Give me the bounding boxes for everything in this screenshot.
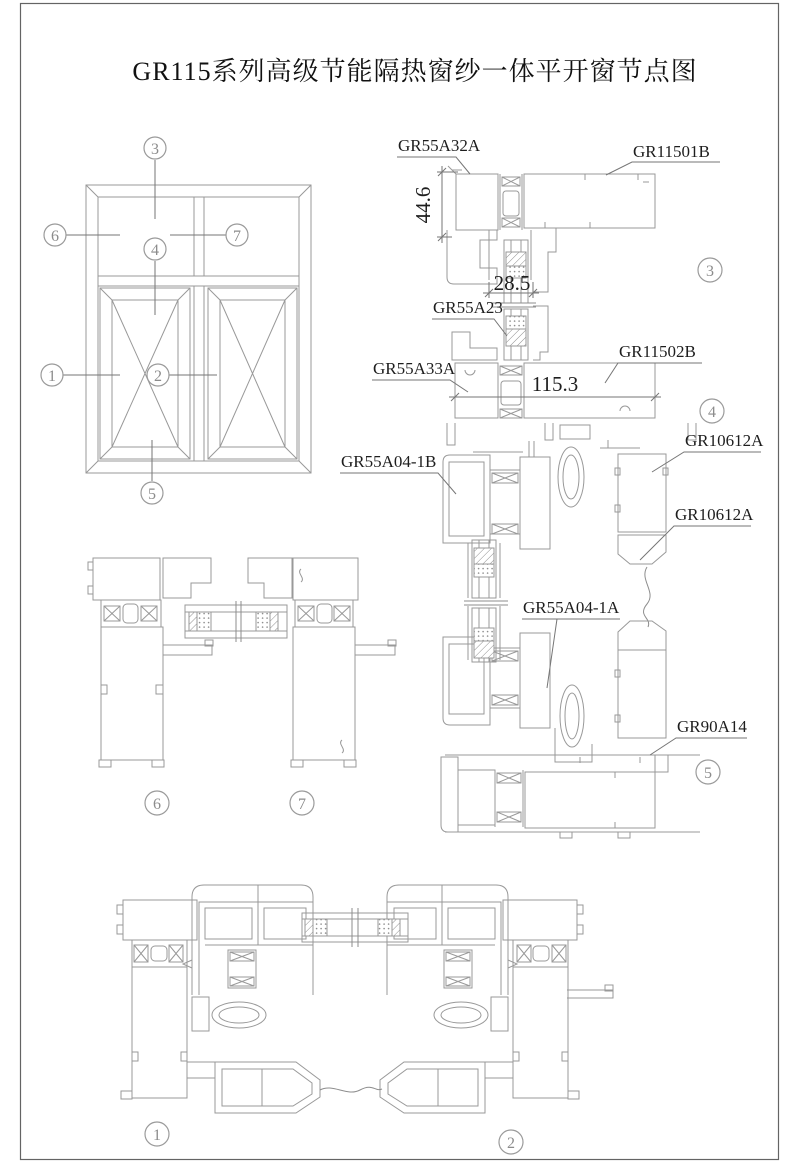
elevation-callout-2 [147, 364, 169, 386]
glazing-spacer [506, 316, 526, 329]
label-gr90a14: GR90A14 [677, 717, 747, 736]
label-gr55a23: GR55A23 [433, 298, 503, 317]
badge-5-number: 5 [704, 765, 712, 782]
label-gr55a04-1a: GR55A04-1A [523, 598, 620, 617]
leader-gr55a04-1a [522, 619, 620, 688]
break-lines [464, 601, 508, 605]
page-border [21, 4, 779, 1160]
label-gr11502b: GR11502B [619, 342, 696, 361]
break-lines [236, 601, 241, 642]
detail-badge-2 [499, 1130, 523, 1154]
detail-section-6 [88, 558, 213, 815]
glazing-hatch [270, 612, 278, 631]
glazing-hatch [506, 329, 526, 346]
dim-28-5-text: 28.5 [493, 271, 531, 295]
label-gr10612a-upper: GR10612A [685, 431, 764, 450]
label-gr55a04-1b: GR55A04-1B [341, 452, 437, 471]
callout-5-number: 5 [148, 486, 156, 503]
leader-gr10612a-lower [640, 526, 751, 560]
elevation-callout-1 [41, 364, 63, 386]
label-gr10612a-lower: GR10612A [675, 505, 754, 524]
break-squiggle [320, 1087, 382, 1092]
glazing-hatch [189, 612, 197, 631]
glazing-spacer [378, 919, 392, 936]
dimension-44-6 [411, 166, 458, 243]
glazing-hatch [305, 919, 313, 936]
badge-6-number: 6 [153, 796, 161, 813]
elevation-callout-5 [141, 482, 163, 504]
label-gr11501b: GR11501B [633, 142, 710, 161]
detail-section-5 [441, 717, 747, 838]
badge-1-number: 1 [153, 1127, 161, 1144]
detail-badge-3 [698, 258, 722, 282]
elevation-callout-leaders [63, 160, 226, 481]
badge-2-number: 2 [507, 1135, 515, 1152]
glazing-spacer [256, 612, 270, 631]
glazing-hatch [392, 919, 400, 936]
callout-3-number: 3 [151, 141, 159, 158]
leader-gr90a14 [650, 738, 747, 755]
glazing-hatch [474, 548, 494, 564]
glazing-spacer [313, 919, 327, 936]
leader-gr11502b [605, 363, 702, 383]
drawing-title: GR115系列高级节能隔热窗纱一体平开窗节点图 [132, 57, 698, 86]
break-lines [352, 908, 358, 947]
callout-1-number: 1 [48, 368, 56, 385]
leader-gr55a33a [372, 380, 468, 392]
glazing-spacer [474, 564, 494, 577]
glazing-spacer [474, 628, 494, 641]
dim-44-6-text: 44.6 [411, 186, 435, 224]
bottom-half-profile [117, 885, 320, 1113]
detail-section-4 [372, 298, 724, 452]
elevation-callout-4 [144, 238, 166, 260]
badge-7-number: 7 [298, 796, 306, 813]
jamb-glazing-6-7 [185, 601, 287, 642]
detail-badge-5 [696, 760, 720, 784]
glazing-hatch [474, 641, 494, 658]
elevation-callout-6 [44, 224, 66, 246]
label-gr55a32a: GR55A32A [398, 136, 481, 155]
badge-4-number: 4 [708, 404, 716, 421]
detail-badge-4 [700, 399, 724, 423]
detail-section-7 [248, 558, 396, 815]
badge-3-number: 3 [706, 263, 714, 280]
glazing-spacer [197, 612, 211, 631]
detail-mid-assembly [340, 431, 764, 762]
glazing-hatch [506, 252, 526, 266]
leader-gr11501b [606, 162, 720, 175]
callout-4-number: 4 [151, 242, 159, 259]
detail-badge-7 [290, 791, 314, 815]
elevation-view [41, 137, 311, 504]
leader-gr55a04-1b [340, 473, 456, 494]
detail-section-3 [397, 136, 722, 360]
detail-badge-1 [145, 1122, 169, 1146]
detail-badge-6 [145, 791, 169, 815]
label-gr55a33a: GR55A33A [373, 359, 456, 378]
callout-7-number: 7 [233, 228, 241, 245]
break-squiggle [643, 567, 650, 627]
callout-6-number: 6 [51, 228, 59, 245]
bottom-glazing [302, 908, 408, 947]
elevation-callout-3 [144, 137, 166, 159]
detail-section-1-2 [117, 885, 613, 1154]
dimension-115-3 [449, 372, 661, 401]
dim-115-3-text: 115.3 [531, 372, 579, 396]
elevation-callout-7 [226, 224, 248, 246]
callout-2-number: 2 [154, 368, 162, 385]
leader-gr55a32a [397, 157, 470, 174]
